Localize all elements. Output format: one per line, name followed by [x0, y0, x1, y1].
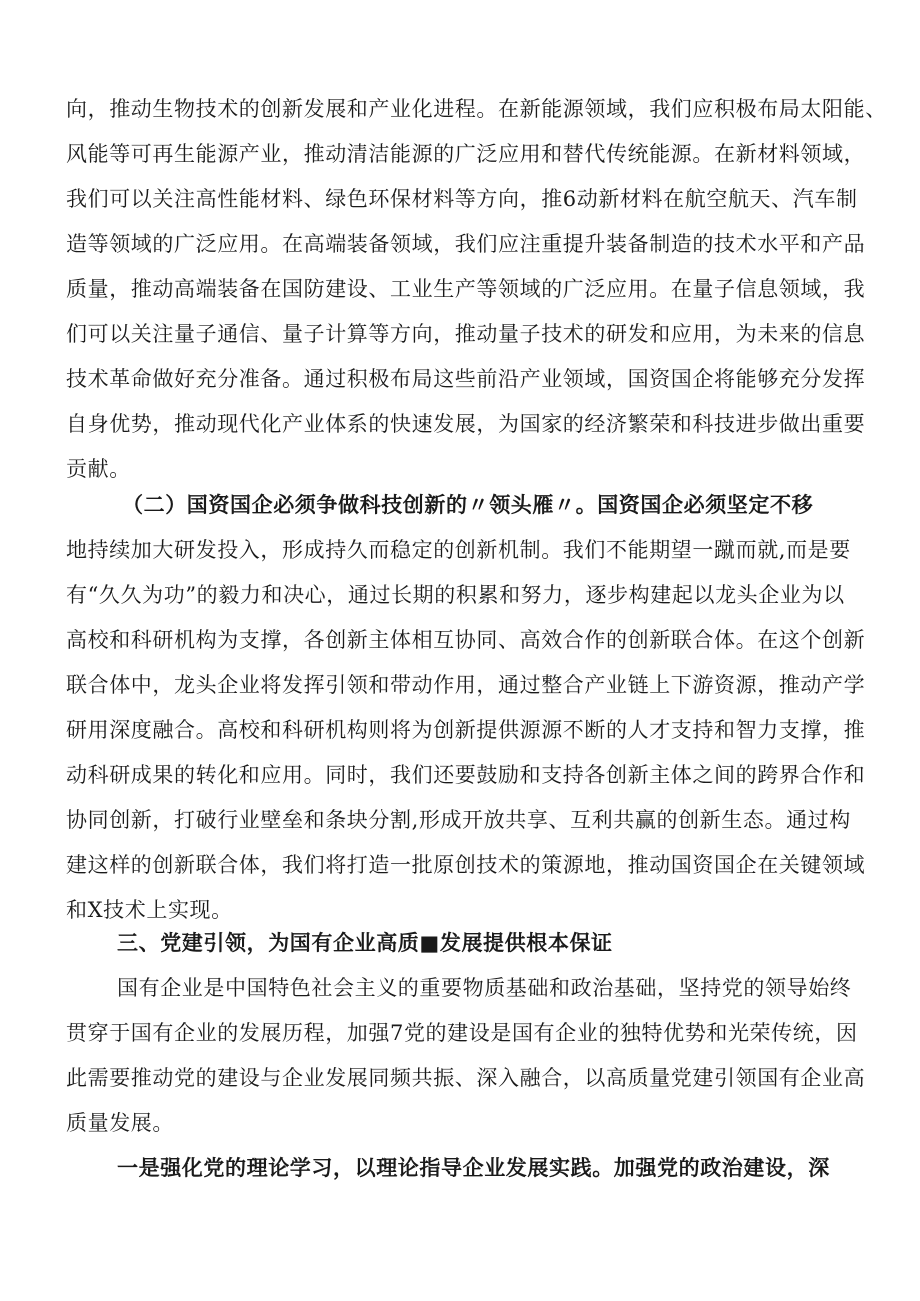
body-text-line: 和X技术上实现。	[66, 898, 233, 922]
body-text-line: 研用深度融合。高校和科研机构则将为创新提供源源不断的人才支持和智力支撑，推	[66, 718, 866, 742]
body-text-line: 质量，推动高端装备在国防建设、工业生产等领域的广泛应用。在量子信息领域，我	[66, 277, 866, 301]
body-text-line: 们可以关注量子通信、量子计算等方向，推动量子技术的研发和应用，为未来的信息	[66, 322, 866, 346]
body-text-line: 建这样的创新联合体，我们将打造一批原创技术的策源地，推动国资国企在关键领域	[66, 853, 866, 877]
body-text-line: 此需要推动党的建设与企业发展同频共振、深入融合，以高质量党建引领国有企业高	[66, 1066, 866, 1090]
subsection-lead-line: 一是强化党的理论学习，以理论指导企业发展实践。加强党的政治建设，深	[117, 1155, 830, 1180]
body-text-line: 我们可以关注高性能材料、绿色环保材料等方向，推6动新材料在航空航天、汽车制	[66, 187, 858, 211]
section-heading-3: 三、党建引领，为国有企业高质■发展提供根本保证	[117, 930, 613, 955]
body-text-line: 技术革命做好充分准备。通过积极布局这些前沿产业领域，国资国企将能够充分发挥	[66, 367, 866, 391]
body-text-line: 自身优势，推动现代化产业体系的快速发展，为国家的经济繁荣和科技进步做出重要	[66, 412, 866, 436]
body-text-line: 贡献。	[66, 457, 131, 481]
body-text-line: 向，推动生物技术的创新发展和产业化进程。在新能源领域，我们应积极布局太阳能、	[66, 97, 887, 121]
body-text-line: 联合体中，龙头企业将发挥引领和带动作用，通过整合产业链上下游资源，推动产学	[66, 673, 866, 697]
section-heading-2: （二）国资国企必须争做科技创新的〃领头雁〃。国资国企必须坚定不移	[122, 492, 814, 517]
body-text-line: 有“久久为功”的毅力和决心，通过长期的积累和努力，逐步构建起以龙头企业为以	[66, 583, 845, 607]
body-text-line: 贯穿于国有企业的发展历程，加强7党的建设是国有企业的独特优势和光荣传统，因	[66, 1021, 858, 1045]
body-text-line: 风能等可再生能源产业，推动清洁能源的广泛应用和替代传统能源。在新材料领域，	[66, 142, 866, 166]
body-text-line: 高校和科研机构为支撑，各创新主体相互协同、高效合作的创新联合体。在这个创新	[66, 628, 866, 652]
body-text-line: 质量发展。	[66, 1111, 174, 1135]
body-text-line: 国有企业是中国特色社会主义的重要物质基础和政治基础，坚持党的领导始终	[117, 976, 852, 1000]
body-text-line: 地持续加大研发投入，形成持久而稳定的创新机制。我们不能期望一蹴而就,而是要	[66, 538, 851, 562]
body-text-line: 动科研成果的转化和应用。同时，我们还要鼓励和支持各创新主体之间的跨界合作和	[66, 763, 866, 787]
body-text-line: 协同创新，打破行业壁垒和条块分割,形成开放共享、互利共赢的创新生态。通过构	[66, 808, 851, 832]
body-text-line: 造等领域的广泛应用。在高端装备领域，我们应注重提升装备制造的技术水平和产品	[66, 232, 866, 256]
